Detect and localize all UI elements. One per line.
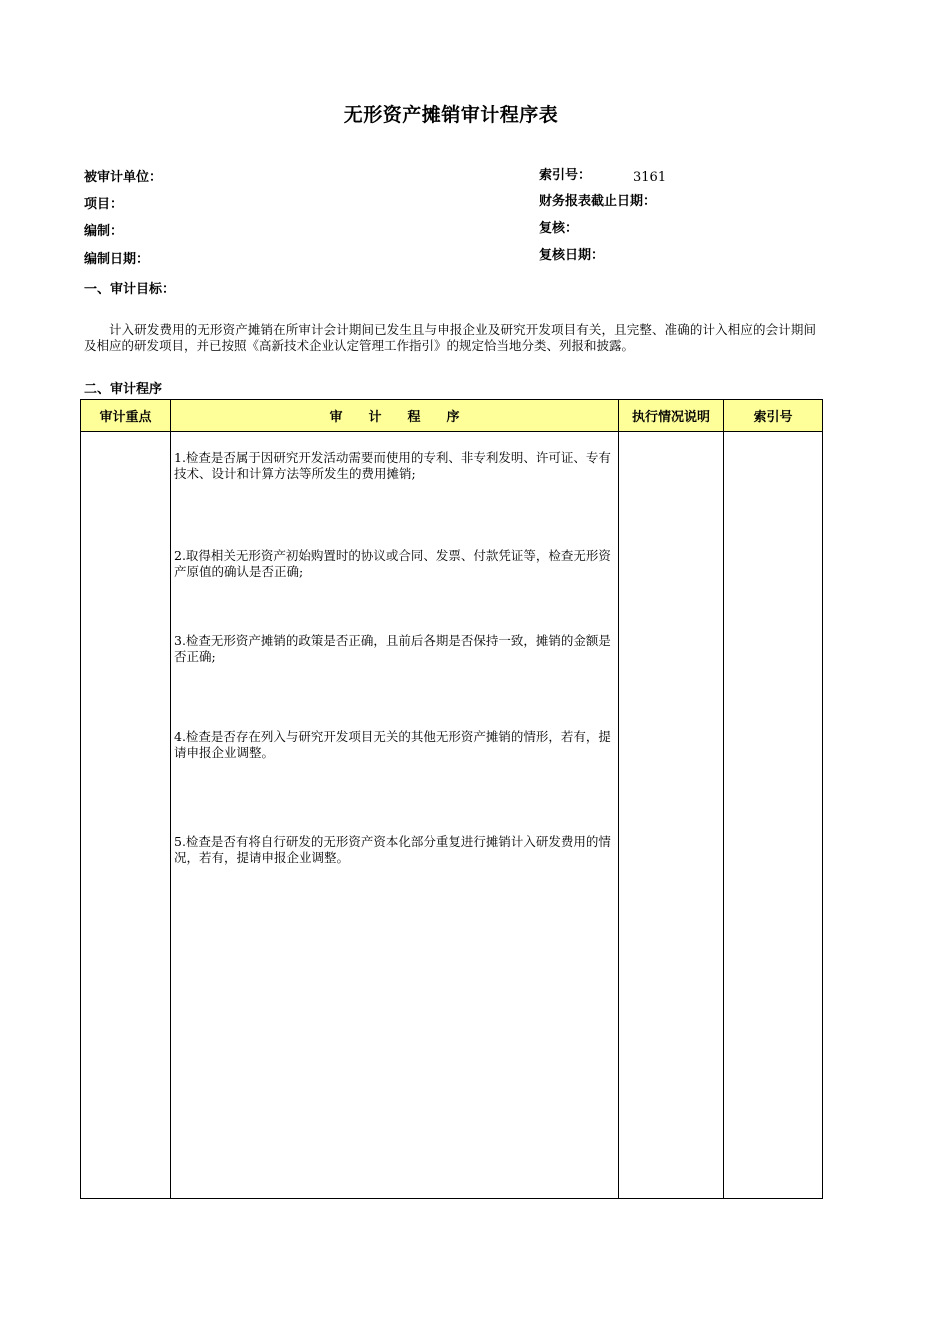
procedure-item-2: 2.取得相关无形资产初始购置时的协议或合同、发票、付款凭证等，检查无形资产原值的确认是否正确; <box>174 548 611 579</box>
col-header-procedure: 审 计 程 序 <box>171 400 619 432</box>
report-date-label: 财务报表截止日期： <box>539 194 657 209</box>
reviewed-by-label: 复核： <box>539 221 579 236</box>
objective-heading: 一、审计目标： <box>84 282 176 297</box>
index-cell[interactable] <box>724 432 823 1199</box>
focus-cell[interactable] <box>81 432 171 1199</box>
table-header-row <box>81 400 823 432</box>
review-date-label: 复核日期： <box>539 248 605 263</box>
procedure-item-4: 4.检查是否存在列入与研究开发项目无关的其他无形资产摊销的情形，若有，提请申报企业调整。 <box>174 729 611 760</box>
procedures-heading: 二、审计程序 <box>84 382 163 397</box>
audit-procedure-table <box>80 399 823 1199</box>
execution-cell[interactable] <box>619 432 724 1199</box>
col-header-execution: 执行情况说明 <box>619 400 724 432</box>
prepared-date-label: 编制日期： <box>84 252 150 267</box>
procedure-item-3: 3.检查无形资产摊销的政策是否正确，且前后各期是否保持一致，摊销的金额是否正确; <box>174 633 611 664</box>
project-label: 项目： <box>84 197 124 212</box>
col-header-index: 索引号 <box>724 400 823 432</box>
prepared-by-label: 编制： <box>84 224 124 239</box>
page-title: 无形资产摊销审计程序表 <box>343 104 559 126</box>
procedure-item-5: 5.检查是否有将自行研发的无形资产资本化部分重复进行摊销计入研发费用的情况，若有，提请申报企业调整。 <box>174 834 611 865</box>
objective-text: 计入研发费用的无形资产摊销在所审计会计期间已发生且与申报企业及研究开发项目有关，且完整、准确的计入相应的会计期间及相应的研发项目，并已按照《高新技术企业认定管理工作指引》的规定恰当地分类、列报和披露。 <box>84 322 816 353</box>
procedure-cell[interactable] <box>171 432 619 1199</box>
col-header-focus: 审计重点 <box>81 400 171 432</box>
procedure-item-1: 1.检查是否属于因研究开发活动需要而使用的专利、非专利发明、许可证、专有技术、设计和计算方法等所发生的费用摊销; <box>174 450 611 481</box>
audited-unit-label: 被审计单位： <box>84 170 163 185</box>
index-no-label: 索引号： <box>539 168 592 183</box>
table-row <box>81 432 823 1199</box>
index-no-value: 3161 <box>633 170 667 185</box>
